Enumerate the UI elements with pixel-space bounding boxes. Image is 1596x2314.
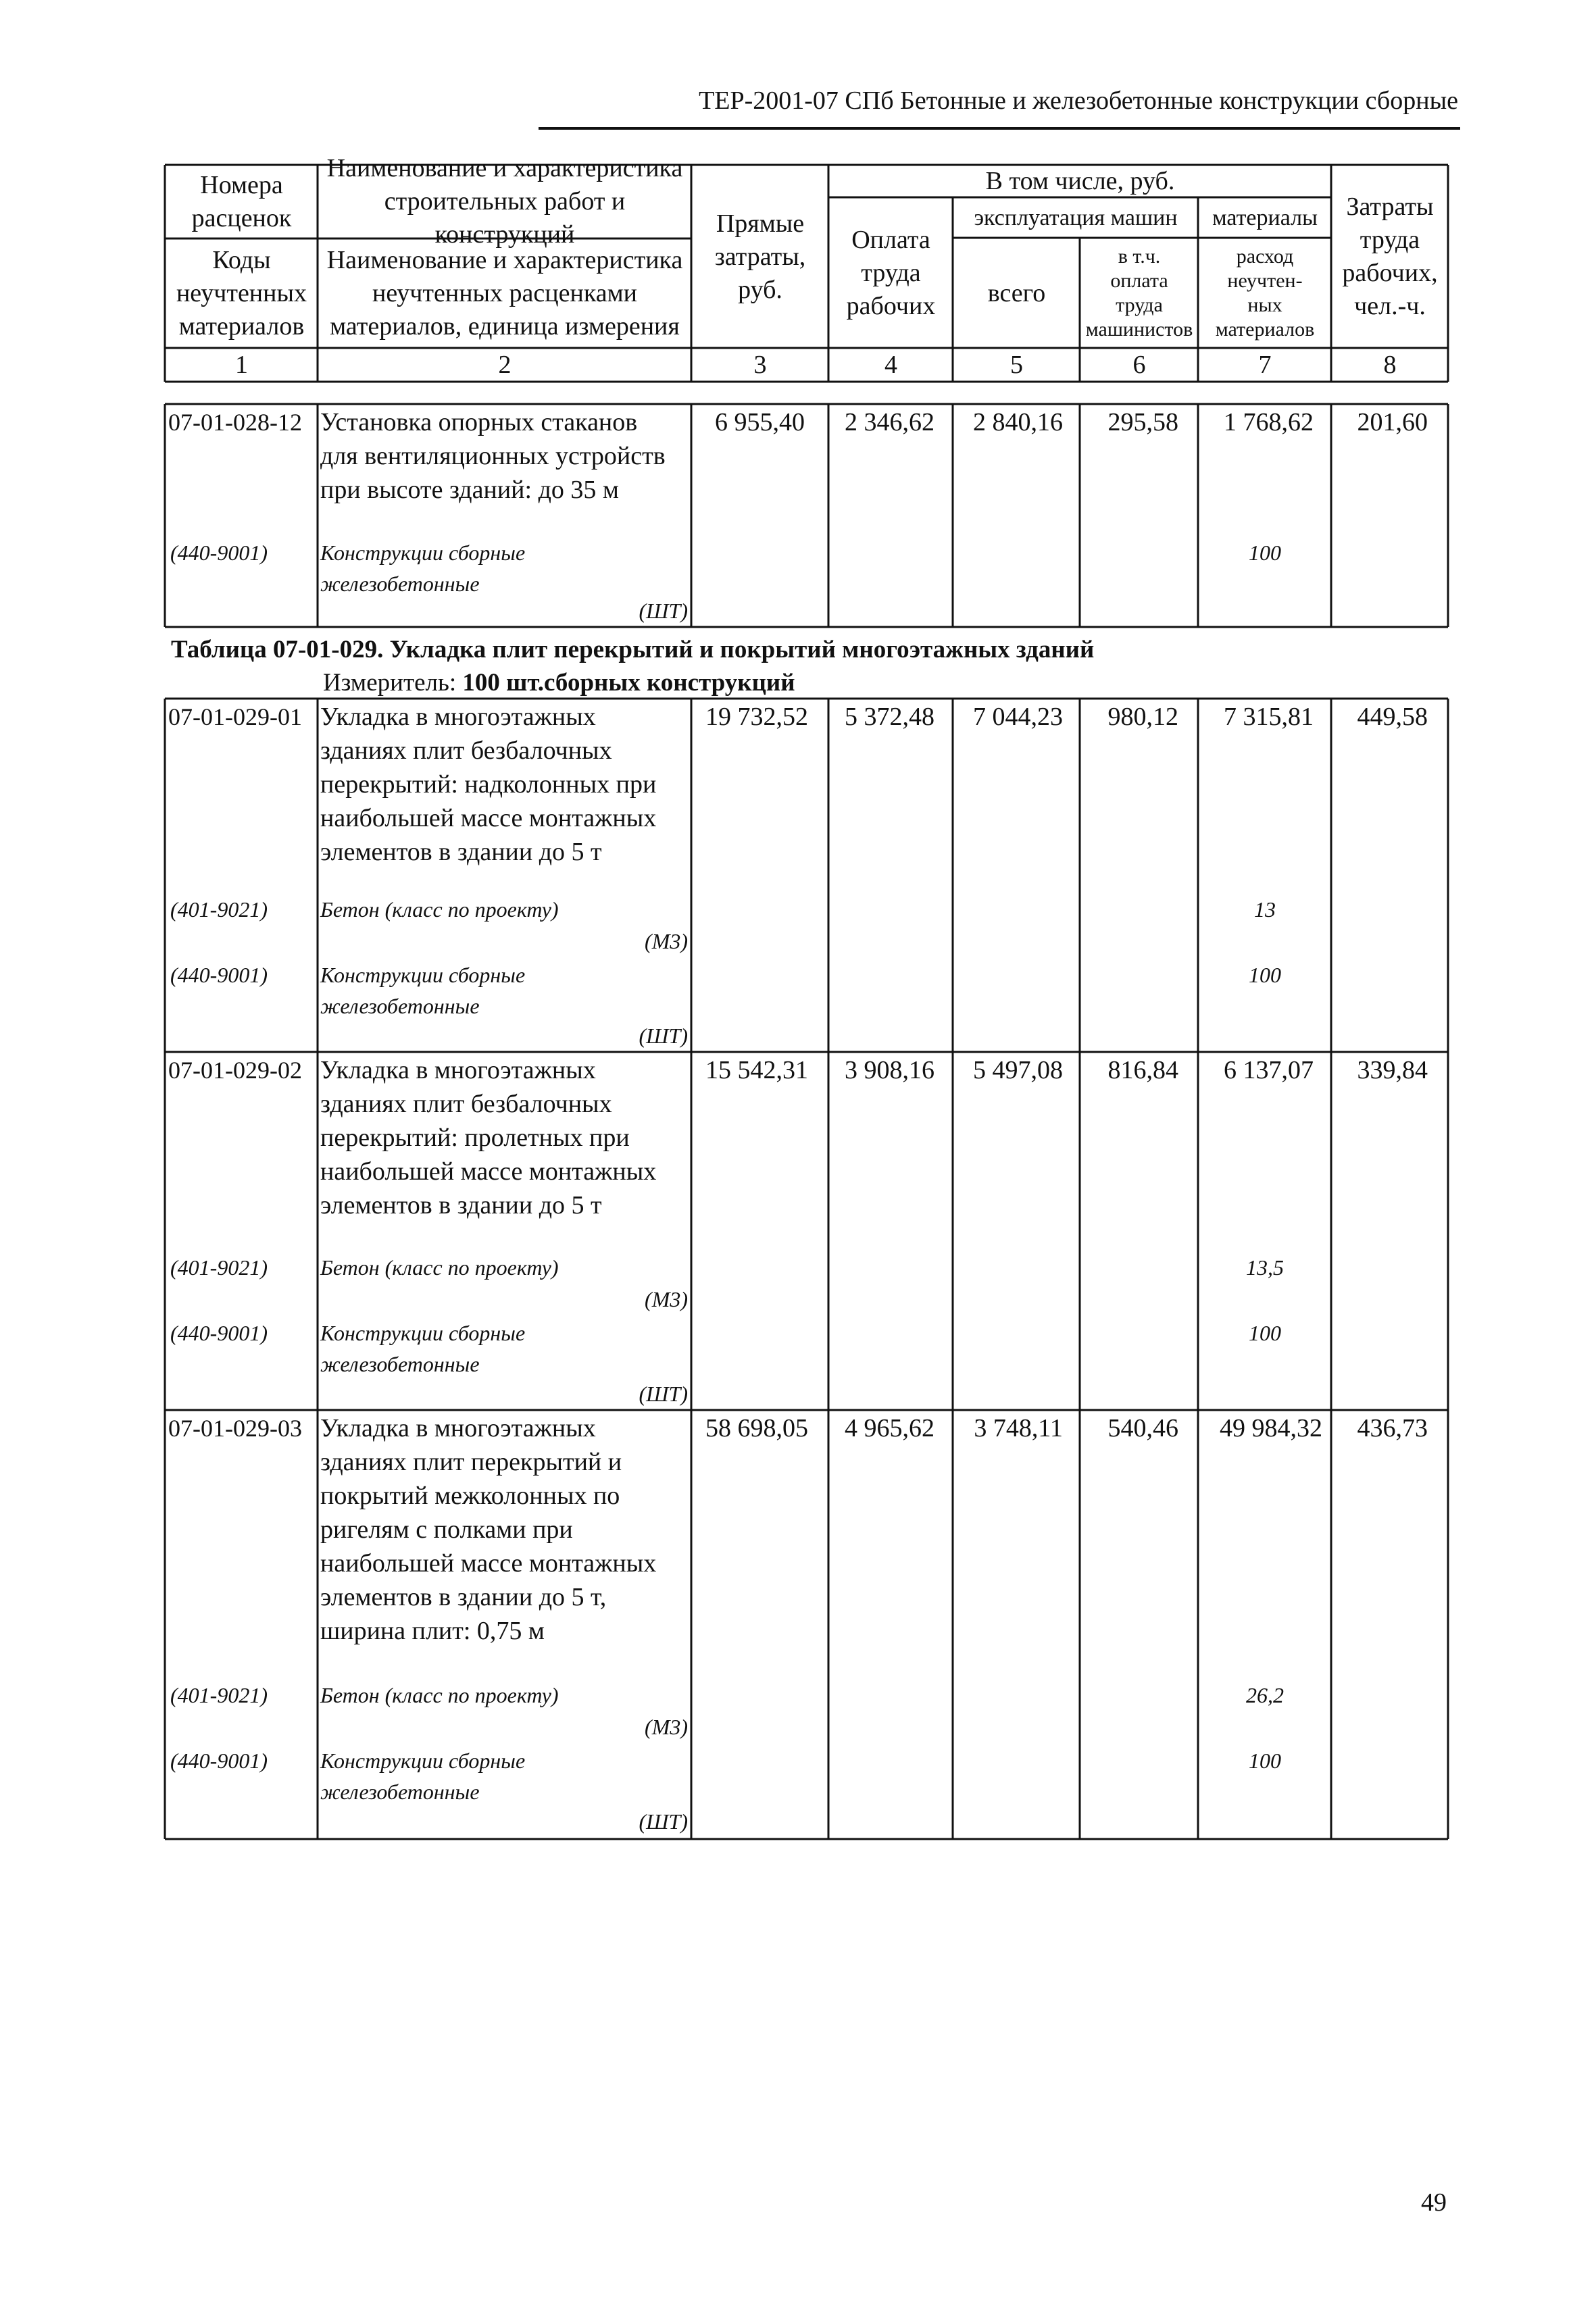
material-name: Бетон (класс по проекту) — [320, 897, 559, 922]
material-unit: (ШТ) — [639, 1024, 688, 1048]
rate-description-line: элементов в здании до 5 т, — [320, 1583, 607, 1611]
column-number-2: 2 — [498, 350, 512, 379]
header-col4 — [830, 199, 951, 347]
header-col4-line: Оплата — [851, 225, 930, 254]
machine-cost: 2 840,16 — [973, 408, 1063, 436]
header-col6-line: в т.ч. — [1118, 245, 1161, 268]
rate-description-line: наибольшей массе монтажных — [320, 1157, 657, 1186]
column-number-8: 8 — [1383, 350, 1397, 379]
header-col1-line: неучтенных — [176, 279, 307, 307]
table-caption: Таблица 07-01-029. Укладка плит перекрытий и покрытий многоэтажных зданий — [171, 636, 1095, 663]
rate-description-line: Укладка в многоэтажных — [320, 1414, 596, 1442]
material-code: (401-9021) — [170, 1255, 268, 1280]
header-col6 — [1082, 240, 1197, 347]
material-name — [320, 537, 525, 599]
rate-description — [320, 405, 691, 507]
rate-description — [320, 700, 691, 869]
header-col6-line: труда — [1116, 294, 1163, 316]
header-col3-line: затраты, — [714, 242, 806, 271]
header-col1-line: материалов — [178, 312, 305, 341]
rate-description-line: наибольшей массе монтажных — [320, 1549, 657, 1578]
header-col5: всего — [987, 278, 1046, 307]
header-col4-line: труда — [861, 258, 921, 287]
header-col2-line: строительных работ и конструкций — [384, 187, 626, 249]
header-col2-line: Наименование и характеристика — [326, 154, 683, 182]
material-code: (401-9021) — [170, 1683, 268, 1707]
material-unit: (М3) — [645, 1715, 688, 1739]
material-quantity: 100 — [1249, 1749, 1281, 1773]
table-meter — [323, 668, 795, 699]
labor-cost: 5 372,48 — [845, 703, 934, 731]
header-machines-title: эксплуатация машин — [974, 205, 1178, 230]
header-col8-line: рабочих, — [1342, 258, 1438, 287]
header-col3 — [693, 189, 827, 324]
rate-description-line: покрытий межколонных по — [320, 1482, 620, 1510]
rate-description-line: Укладка в многоэтажных — [320, 703, 596, 731]
column-number-1: 1 — [235, 350, 248, 379]
header-col2-top — [320, 154, 690, 249]
material-name — [320, 959, 525, 1022]
rate-description-line: Установка опорных стаканов — [320, 408, 638, 436]
material-name-line: железобетонные — [320, 1352, 480, 1376]
header-col2-line: материалов, единица измерения — [330, 312, 680, 341]
operator-pay: 980,12 — [1107, 703, 1178, 731]
material-code: (440-9001) — [170, 963, 268, 987]
operator-pay: 295,58 — [1107, 408, 1178, 436]
header-col2-bottom — [320, 241, 690, 347]
header-col1-bottom — [167, 241, 316, 347]
material-name-line: Конструкции сборные — [320, 1749, 526, 1773]
labor-cost: 3 908,16 — [845, 1056, 934, 1084]
labor-cost: 2 346,62 — [845, 408, 934, 436]
rate-description-line: зданиях плит безбалочных — [320, 1090, 612, 1118]
material-quantity: 13 — [1254, 897, 1276, 922]
material-name-line: железобетонные — [320, 994, 480, 1018]
material-code: (440-9001) — [170, 1321, 268, 1345]
rate-code: 07-01-029-03 — [168, 1415, 302, 1442]
rate-description-line: наибольшей массе монтажных — [320, 804, 657, 832]
material-unit: (ШТ) — [639, 1382, 688, 1406]
header-col2-line: Наименование и характеристика — [326, 246, 683, 274]
rate-description-line: при высоте зданий: до 35 м — [320, 476, 619, 504]
header-col6-line: машинистов — [1085, 318, 1193, 341]
rate-description-line: ширина плит: 0,75 м — [320, 1617, 545, 1645]
material-unit: (М3) — [645, 929, 688, 953]
direct-cost: 19 732,52 — [705, 703, 808, 731]
header-col7-line: расход — [1236, 245, 1294, 268]
header-col7-line: ных — [1247, 294, 1282, 316]
rate-code: 07-01-029-02 — [168, 1057, 302, 1084]
column-number-3: 3 — [753, 350, 767, 379]
material-name: Бетон (класс по проекту) — [320, 1255, 559, 1280]
header-col8-line: труда — [1360, 225, 1420, 254]
header-col7-line: материалов — [1215, 318, 1315, 341]
materials-cost: 6 137,07 — [1224, 1056, 1314, 1084]
rate-description — [320, 1053, 691, 1222]
material-name — [320, 1745, 525, 1807]
rate-description-line: перекрытий: надколонных при — [320, 770, 657, 799]
operator-pay: 540,46 — [1107, 1414, 1178, 1442]
header-col1-line: Коды — [212, 246, 271, 274]
column-number-4: 4 — [884, 350, 897, 379]
rate-description-line: зданиях плит безбалочных — [320, 736, 612, 765]
header-col8 — [1333, 166, 1447, 347]
rate-description — [320, 1411, 691, 1648]
material-unit: (М3) — [645, 1287, 688, 1311]
table-meter-value: 100 шт.сборных конструкций — [462, 669, 795, 697]
material-code: (440-9001) — [170, 540, 268, 565]
rate-code: 07-01-029-01 — [168, 703, 302, 730]
header-col1-line: Номера — [200, 170, 283, 199]
material-name-line: железобетонные — [320, 1780, 480, 1804]
rate-description-line: ригелям с полками при — [320, 1515, 573, 1544]
header-col7-line: неучтен- — [1227, 270, 1303, 292]
table-meter-label: Измеритель: — [323, 669, 463, 697]
column-number-7: 7 — [1258, 350, 1272, 379]
header-col2-line: неучтенных расценками — [372, 279, 637, 307]
rate-description-line: элементов в здании до 5 т — [320, 1191, 602, 1219]
labor-hours: 449,58 — [1357, 703, 1428, 731]
material-quantity: 100 — [1249, 540, 1281, 565]
materials-cost: 7 315,81 — [1224, 703, 1314, 731]
material-quantity: 100 — [1249, 1321, 1281, 1345]
header-col6-line: оплата — [1110, 270, 1168, 292]
material-unit: (ШТ) — [639, 1809, 688, 1834]
rate-description-line: перекрытий: пролетных при — [320, 1124, 630, 1152]
header-materials-title: материалы — [1212, 205, 1318, 230]
page-number: 49 — [1421, 2188, 1447, 2217]
direct-cost — [693, 405, 805, 439]
header-col4-line: рабочих — [846, 291, 936, 320]
rate-description-line: для вентиляционных устройств — [320, 442, 666, 470]
material-code: (440-9001) — [170, 1749, 268, 1773]
header-group-title: В том числе, руб. — [985, 166, 1175, 195]
materials-cost: 1 768,62 — [1224, 408, 1314, 436]
machine-cost: 3 748,11 — [974, 1414, 1063, 1442]
material-quantity: 13,5 — [1246, 1255, 1284, 1280]
machine-cost: 5 497,08 — [973, 1056, 1063, 1084]
rate-description-line: элементов в здании до 5 т — [320, 838, 602, 866]
labor-hours: 436,73 — [1357, 1414, 1428, 1442]
header-col8-line: Затраты — [1346, 192, 1434, 221]
rate-code: 07-01-028-12 — [168, 409, 302, 436]
labor-hours: 201,60 — [1357, 408, 1428, 436]
header-col7 — [1200, 240, 1330, 347]
column-number-6: 6 — [1132, 350, 1146, 379]
material-name-line: Конструкции сборные — [320, 1321, 526, 1345]
materials-cost: 49 984,32 — [1220, 1414, 1322, 1442]
direct-cost-value: 6 955,40 — [715, 408, 805, 436]
material-name-line: Конструкции сборные — [320, 540, 526, 565]
header-col8-line: чел.-ч. — [1354, 291, 1426, 320]
direct-cost: 15 542,31 — [705, 1056, 808, 1084]
material-quantity: 100 — [1249, 963, 1281, 987]
labor-hours: 339,84 — [1357, 1056, 1428, 1084]
material-quantity: 26,2 — [1246, 1683, 1284, 1707]
material-unit: (ШТ) — [639, 599, 688, 623]
machine-cost: 7 044,23 — [973, 703, 1063, 731]
material-name-line: Конструкции сборные — [320, 963, 526, 987]
header-col3-line: руб. — [738, 275, 782, 304]
rate-description-line: зданиях плит перекрытий и — [320, 1448, 622, 1476]
header-col1-line: расценок — [191, 203, 292, 232]
direct-cost: 58 698,05 — [705, 1414, 808, 1442]
rate-description-line: Укладка в многоэтажных — [320, 1056, 596, 1084]
operator-pay: 816,84 — [1107, 1056, 1178, 1084]
material-code: (401-9021) — [170, 897, 268, 922]
header-col1-top — [167, 166, 316, 237]
material-name: Бетон (класс по проекту) — [320, 1683, 559, 1707]
labor-cost: 4 965,62 — [845, 1414, 934, 1442]
material-name-line: железобетонные — [320, 572, 480, 596]
header-col3-line: Прямые — [716, 209, 805, 238]
material-name — [320, 1317, 525, 1380]
document-header-title: ТЕР-2001-07 СПб Бетонные и железобетонные конструкции сборные — [699, 86, 1458, 115]
column-number-5: 5 — [1010, 350, 1023, 379]
